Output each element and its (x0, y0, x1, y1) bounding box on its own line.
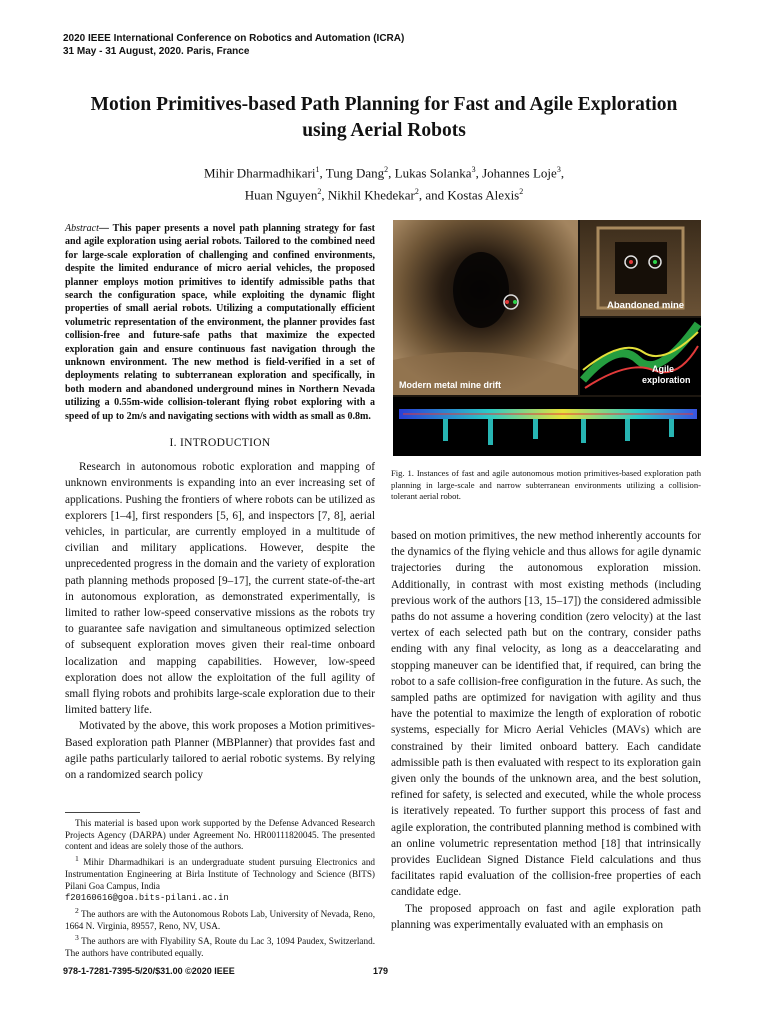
mine-map-strip (393, 397, 701, 456)
author-affiliation: 2 (317, 187, 322, 197)
label-modern-mine: Modern metal mine drift (399, 380, 502, 390)
author-name: Tung Dang (325, 165, 385, 181)
footnote-3 (65, 932, 375, 959)
label-agile: Agile (652, 364, 675, 374)
conference-dates: 31 May - 31 August, 2020. Paris, France (63, 46, 250, 57)
copyright-line: 978-1-7281-7395-5/20/$31.00 ©2020 IEEE (63, 966, 235, 976)
author-affiliation: 2 (414, 187, 419, 197)
section-heading-introduction: I. INTRODUCTION (169, 437, 271, 450)
author-name: Huan Nguyen (244, 187, 318, 203)
abstract-text: — This paper presents a novel path planning strategy for fast and agile exploration using aerial robots. Tailored to the combined need for large-scale exploration of challenging and confined environments, despite the limited endurance of micro aerial vehicles, the proposed planner employs motion primitives to identify admissible paths that search the configuration space, while exploiting the dynamic flight properties of small aerial robots. Utilizing a computationally efficient volumetric representation of the environment, the planner provides fast collision-free and future-safe paths that maximize the expected exploration gain and ensure continuous fast navigation through the unknown environment. The new method is field-verified in a set of deployments relating to subterranean exploration and specifically, in both modern and abandoned underground mines in Northern Nevada utilizing a 0.55m-wide collision-tolerant flying robot exploring with a speed of up to 2m/s and navigating sections with width as small as 0.8m. (65, 223, 375, 422)
right-column (391, 528, 701, 933)
label-abandoned-mine: Abandoned mine (607, 300, 685, 311)
footnote-text: Mihir Dharmadhikari is an undergraduate student pursuing Electronics and Instrumentation Engineering at Birla Institute of Technology and Science (BITS) Pilani Goa Campus, India (65, 857, 376, 891)
paper-title-line-2: using Aerial Robots (302, 120, 466, 141)
author-affiliation: 3 (556, 165, 561, 174)
footnote-marker: 1 (75, 854, 79, 864)
figure-1-caption: Fig. 1. Instances of fast and agile autonomous motion primitives-based exploration path planning in large-scale and narrow subterranean environments utilizing a collision-tolerant aerial robot. (391, 468, 701, 501)
footnote-1 (65, 853, 375, 905)
intro-paragraph-1: Research in autonomous robotic exploration and mapping of unknown environments is expanding into an ever increasing set of applications. Pushing the frontiers of where robots can be utilized as explorers [1–4], first responders [5, 6], and inspectors [7, 8], aerial vehicles, in particular, are currently employed in a multitude of civilian and military applications. However, despite the unprecedented progress in the domain and the variety of exploration path planning methods proposed [9–17], the current state-of-the-art in autonomous exploration, as demonstrated experimentally, is limited to rather low-speed conservative missions as the robots try to guarantee safe navigation and simultaneous optimized selection of subsequent exploration moves given their real-time onboard localization and mapping capabilities. However, low-speed exploration does not allow the exploitation of the full agility of small flying robots and prohibits large-scale exploration due to their limited battery life. (65, 461, 375, 717)
author-name: Lukas Solanka (394, 165, 472, 181)
footnote-marker: 3 (75, 933, 79, 943)
footnote-text: The authors are with Flyability SA, Route du Lac 3, 1094 Paudex, Switzerland. The authors have contributed equally. (65, 936, 375, 959)
figure-1 (393, 220, 701, 456)
intro-paragraph-2: Motivated by the above, this work proposes a Motion primitives-Based exploration path Planner (MBPlanner) that provides fast and agile paths particularly tailored to aerial robotic systems. By relying on a randomized search policy (65, 720, 375, 781)
author-affiliation: 1 (315, 165, 320, 174)
conference-name: 2020 IEEE International Conference on Robotics and Automation (ICRA) (63, 33, 405, 44)
author-line-1: Mihir Dharmadhikari$^1$, Tung Dang$^2$, Lukas Solanka$^3$, Johannes Loje$^3$, (203, 165, 565, 181)
paper-title (40, 92, 728, 144)
abstract-label: Abstract (65, 223, 99, 234)
author-list (40, 160, 728, 205)
left-column (65, 222, 375, 783)
author-affiliation: 2 (384, 165, 389, 174)
label-exploration: exploration (642, 375, 691, 385)
author-line-2: Huan Nguyen$^2$, Nikhil Khedekar$^2$, and Kostas Alexis$^2$ (244, 187, 524, 203)
footnote-marker: 2 (75, 905, 79, 915)
author-name: Mihir Dharmadhikari (203, 165, 316, 181)
intro-paragraph-2-continued: based on motion primitives, the new method inherently accounts for the dynamics of the flying vehicle and thus allows for agile dynamic trajectories during the autonomous exploration mission. Additionally, in contrast with most existing methods (including previous work of the authors [13, 15–17]) the considered admissible paths do not assume a hovering condition (zero velocity) at the last vertex of each selected path but on the contrary, consider paths ending with any final velocity, as long as a deaccelarating and stopping maneuver can be identified that, if required, can bring the robot to a safe collision-free configuration in the future. As such, the sampled paths are optimized for navigation with agility and thus have the potential to maximize the length of exploration of robotic systems, especially for Micro Aerial Vehicles (MAVs) which are constrained by their limited onboard battery. Each candidate admissible path is then evaluated with respect to its exploration gain given only the bounds of the unknown area, and the best solution, refined for safety, is selected and executed, while the whole process is iteratively repeated. To further support this process of fast and agile exploration, the contributed planning method is combined with an online volumetric representation method [18] that intrinsically provides Euclidean Signed Distance Field calculations and thus facilitates rapid evaluation of the collision-free properties of each candidate edge. (391, 530, 701, 899)
author-affiliation: 2 (519, 187, 524, 197)
author-affiliation: 3 (471, 165, 476, 174)
footnotes (65, 818, 375, 960)
footnote-rule (65, 812, 140, 813)
author-name: Johannes Loje (482, 165, 557, 181)
abstract (65, 222, 375, 423)
author-conjunction: and (425, 187, 445, 203)
paper-title-line-1: Motion Primitives-based Path Planning for Fast and Agile Exploration (90, 94, 678, 115)
intro-paragraph-3: The proposed approach on fast and agile exploration path planning was experimentally evaluated with an emphasis on (391, 902, 701, 931)
footnote-email: f20160616@goa.bits-pilani.ac.in (65, 893, 229, 904)
footnote-funding: This material is based upon work supported by the Defense Advanced Research Projects Agency (DARPA) under Agreement No. HR00111820045. The presented content and ideas are solely those of the authors. (65, 818, 375, 852)
figure-1-image (393, 220, 701, 456)
footnote-2 (65, 905, 375, 932)
page-number: 179 (373, 966, 389, 976)
author-name: Nikhil Khedekar (327, 187, 415, 203)
author-name: Kostas Alexis (447, 187, 520, 203)
footnote-text: The authors are with the Autonomous Robots Lab, University of Nevada, Reno, 1664 N. Virginia, 89557, Reno, NV, USA. (65, 909, 375, 931)
conference-header (63, 32, 404, 58)
